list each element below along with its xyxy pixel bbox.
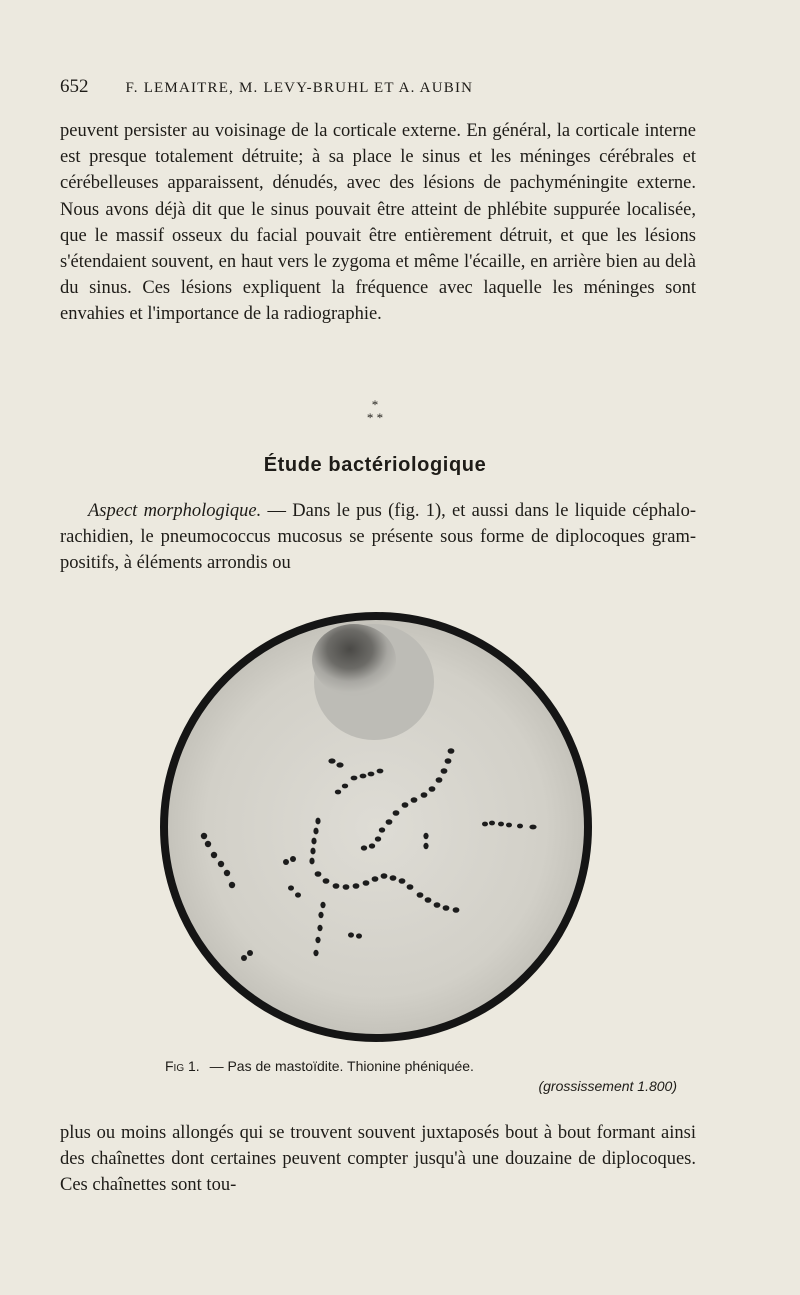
separator-bottom-stars: * * bbox=[366, 410, 384, 425]
section-title: Étude bactériologique bbox=[263, 454, 487, 476]
figure-caption-text: — Pas de mastoïdite. Thionine phéniquée. bbox=[209, 1058, 474, 1074]
section-separator bbox=[355, 398, 395, 424]
figure-micrograph bbox=[158, 608, 594, 1046]
paragraph-2 bbox=[60, 498, 696, 577]
paragraph-2-lead: Aspect morphologique. bbox=[88, 501, 262, 521]
paragraph-3: plus ou moins allongés qui se trouvent souvent juxtaposés bout à bout formant ainsi des chaînettes dont certaines peuvent compter jusqu'à une douzaine de diplocoques. Ces chaînettes sont tou- bbox=[60, 1123, 696, 1196]
running-header bbox=[60, 76, 700, 98]
running-title: F. LEMAITRE, M. LEVY-BRUHL ET A. AUBIN bbox=[125, 80, 474, 96]
paragraph-1: peuvent persister au voisinage de la corticale externe. En général, la corticale interne est presque totalement détruite; à sa place le sinus et les méninges cérébrales et cérébelleuses apparaissent, dénudés, avec des lésions de pachyméningite externe. Nous avons déjà dit que le sinus pouvait être atteint de phlébite suppurée localisée, que le massif osseux du facial pouvait être entièrement détruit, et que les lésions s'étendaient souvent, en haut vers le zygoma et même l'écaille, en arrière bien au delà du sinus. Ces lésions expliquent la fréquence avec laquelle les méninges sont envahies et l'importance de la radiographie. bbox=[60, 121, 696, 325]
paragraph-2-text: — Dans le pus (fig. 1), et aussi dans le liquide céphalo-rachidien, le pneumococcus mucosus se présente sous forme de diplocoques gram-positifs, à éléments arrondis ou bbox=[60, 501, 696, 574]
micrograph-image bbox=[158, 608, 594, 1046]
figure-label: Fig 1. bbox=[165, 1058, 200, 1074]
figure-caption bbox=[165, 1056, 685, 1096]
page-number: 652 bbox=[60, 76, 89, 97]
figure-magnification: (grossissement 1.800) bbox=[538, 1078, 677, 1094]
separator-top-star: * bbox=[371, 397, 379, 412]
